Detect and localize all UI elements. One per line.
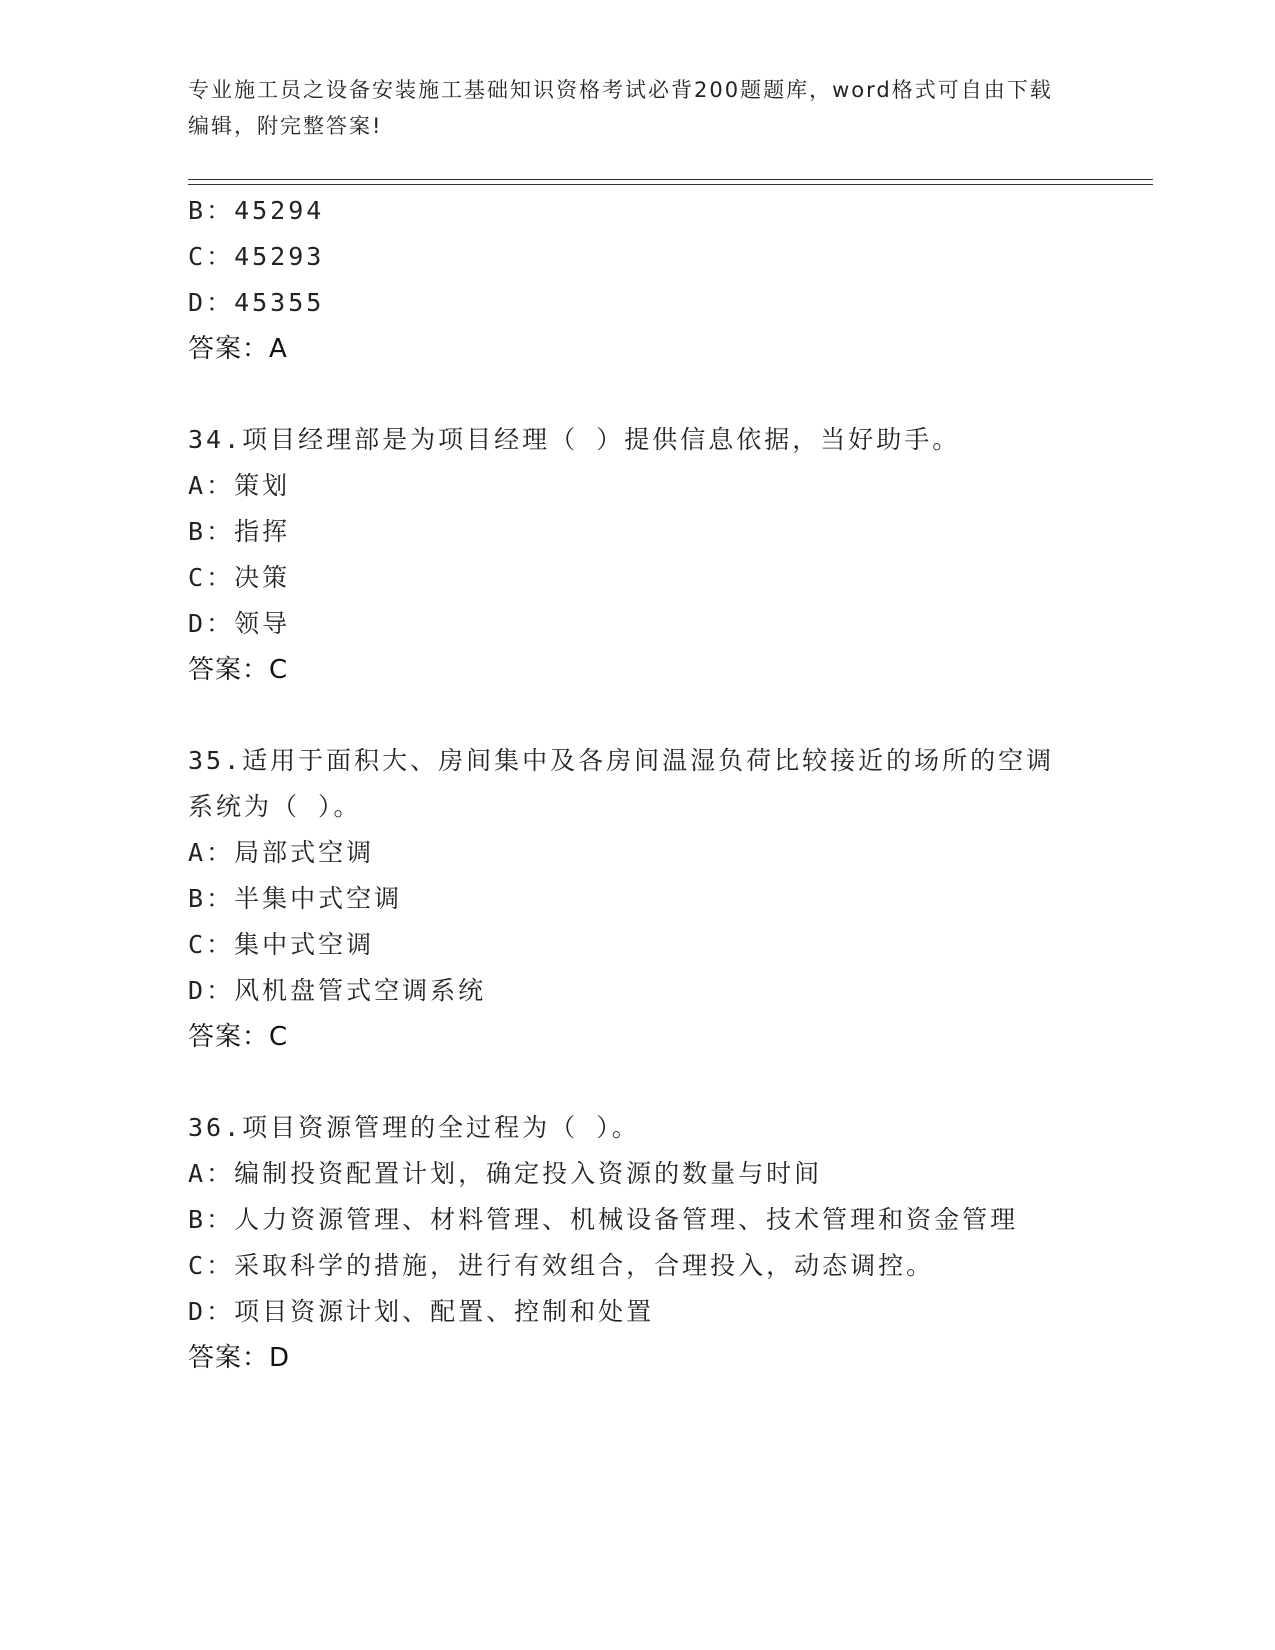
question-36 <box>188 1105 1088 1381</box>
option-c: C：决策 <box>188 563 291 592</box>
option-b: B：45294 <box>188 196 325 225</box>
question-text: 36.项目资源管理的全过程为（ ）。 <box>188 1113 640 1142</box>
option-d: D：领导 <box>188 609 291 638</box>
header-title: 专业施工员之设备安装施工基础知识资格考试必背200题题库，word格式可自由下载编辑，附完整答案! <box>188 78 1053 138</box>
option-b: B：半集中式空调 <box>188 884 403 913</box>
question-35 <box>188 738 1088 1060</box>
question-34 <box>188 417 1088 693</box>
answer-line: 答案：D <box>188 1343 291 1373</box>
option-a: A：局部式空调 <box>188 838 375 867</box>
header-divider-top <box>188 179 1153 180</box>
option-d: D：45355 <box>188 288 325 317</box>
question-text-line-2: 系统为（ ）。 <box>188 792 362 821</box>
option-a: A：编制投资配置计划，确定投入资源的数量与时间 <box>188 1159 823 1188</box>
option-d: D：风机盘管式空调系统 <box>188 976 487 1005</box>
header-divider-bottom <box>188 184 1153 185</box>
answer-line: 答案：A <box>188 334 288 364</box>
answer-line: 答案：C <box>188 655 289 685</box>
question-content <box>188 188 1088 1381</box>
option-b: B：人力资源管理、材料管理、机械设备管理、技术管理和资金管理 <box>188 1205 1019 1234</box>
document-header <box>188 72 1068 144</box>
option-b: B：指挥 <box>188 517 291 546</box>
question-text-line-1: 35.适用于面积大、房间集中及各房间温湿负荷比较接近的场所的空调 <box>188 746 1055 775</box>
option-d: D：项目资源计划、配置、控制和处置 <box>188 1297 655 1326</box>
question-text: 34.项目经理部是为项目经理（ ）提供信息依据，当好助手。 <box>188 425 961 454</box>
option-c: C：采取科学的措施，进行有效组合，合理投入，动态调控。 <box>188 1251 935 1280</box>
option-c: C：集中式空调 <box>188 930 375 959</box>
answer-line: 答案：C <box>188 1022 289 1052</box>
prev-question-block <box>188 188 1088 372</box>
option-c: C：45293 <box>188 242 325 271</box>
option-a: A：策划 <box>188 471 291 500</box>
